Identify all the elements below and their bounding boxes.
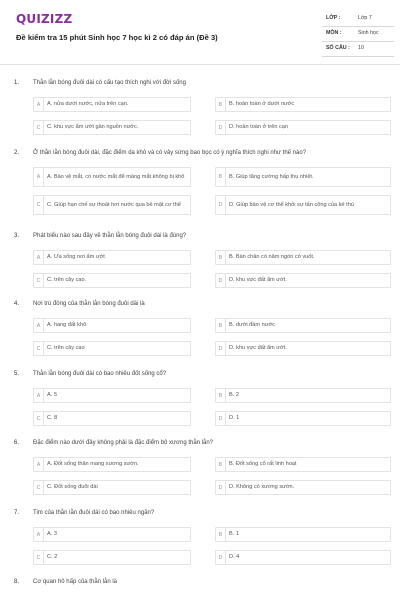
option-b[interactable] <box>215 457 391 472</box>
option-letter: A <box>34 250 44 265</box>
option-b[interactable] <box>215 97 391 112</box>
question-number: 5. <box>14 371 20 377</box>
option-a[interactable] <box>33 388 191 403</box>
option-letter: B <box>216 457 226 472</box>
option-d[interactable] <box>215 550 391 565</box>
question-number: 6. <box>14 440 20 446</box>
option-text: A. 5 <box>47 392 57 399</box>
question-text: Phát biểu nào sau đây về thằn lằn bóng đuôi dài là đúng? <box>33 233 187 239</box>
option-text: C. Đốt sống đuôi dài <box>47 484 98 491</box>
document-title: Đề kiểm tra 15 phút Sinh học 7 học kì 2 có đáp án (Đề 3) <box>16 33 218 42</box>
option-text: C. trên cây cao. <box>47 277 87 284</box>
option-text: D. khu vực đất ẩm ướt. <box>229 345 287 352</box>
option-d[interactable] <box>215 341 391 356</box>
meta-class <box>322 13 394 27</box>
option-letter: D <box>216 195 226 215</box>
option-letter: A <box>34 457 44 472</box>
option-letter: D <box>216 480 226 495</box>
option-text: D. 4 <box>229 554 240 561</box>
option-text: A. 3 <box>47 531 57 538</box>
option-letter: B <box>216 318 226 333</box>
quizizz-logo: QUIZIZZ <box>16 12 73 26</box>
option-text: D. Giúp bảo vệ cơ thể khỏi sự tấn công của kẻ thù <box>229 201 354 208</box>
option-text: A. Đốt sống thân mang xương sườn. <box>47 461 139 468</box>
option-d[interactable] <box>215 120 391 135</box>
meta-subject-value: Sinh học <box>358 30 379 36</box>
option-letter: B <box>216 250 226 265</box>
meta-subject-key: MÔN : <box>326 30 342 36</box>
option-b[interactable] <box>215 250 391 265</box>
option-text: D. hoàn toàn ở trên cạn <box>229 124 289 131</box>
question-number: 1. <box>14 80 20 86</box>
question-number: 2. <box>14 150 20 156</box>
question-number: 7. <box>14 510 20 516</box>
option-letter: D <box>216 341 226 356</box>
option-a[interactable] <box>33 250 191 265</box>
option-letter: B <box>216 167 226 187</box>
option-b[interactable] <box>215 527 391 542</box>
option-b[interactable] <box>215 318 391 333</box>
question-text: Tim của thằn lằn đuôi dài có bao nhiêu ngăn? <box>33 510 155 516</box>
option-d[interactable] <box>215 411 391 426</box>
option-text: D. 1 <box>229 415 240 422</box>
option-letter: C <box>34 195 44 215</box>
option-letter: D <box>216 120 226 135</box>
option-text: B. hoàn toàn ở dưới nước <box>229 101 295 108</box>
option-letter: A <box>34 97 44 112</box>
option-letter: A <box>34 167 44 187</box>
question-number: 3. <box>14 233 20 239</box>
option-a[interactable] <box>33 457 191 472</box>
option-a[interactable] <box>33 318 191 333</box>
option-text: B. 2 <box>229 392 239 399</box>
option-d[interactable] <box>215 195 391 215</box>
option-c[interactable] <box>33 550 191 565</box>
option-letter: D <box>216 411 226 426</box>
option-text: A. Bảo vệ mắt, có nước mắt để màng mắt không bị khô <box>47 173 185 180</box>
question-number: 8. <box>14 579 20 585</box>
question-text: Ở thằn lằn bóng đuôi dài, đặc điểm da khô và có vảy sừng bao bọc có ý nghĩa thích nghi như thế nào? <box>33 150 307 156</box>
option-letter: C <box>34 480 44 495</box>
question-text: Thằn lằn bóng đuôi dài có cấu tạo thích nghi với đời sống <box>33 80 186 86</box>
option-text: B. 1 <box>229 531 239 538</box>
option-letter: B <box>216 97 226 112</box>
option-text: C. trên cây cao <box>47 345 85 352</box>
option-c[interactable] <box>33 411 191 426</box>
question-text: Nơi trú đông của thằn lằn bóng đuôi dài là <box>33 301 145 307</box>
option-letter: B <box>216 388 226 403</box>
page-header <box>0 0 400 62</box>
option-b[interactable] <box>215 167 391 187</box>
option-c[interactable] <box>33 341 191 356</box>
meta-subject <box>322 28 394 42</box>
option-text: C. Giúp hạn chế sự thoát hơi nước qua bề mặt cơ thể <box>47 201 181 208</box>
option-b[interactable] <box>215 388 391 403</box>
option-letter: A <box>34 318 44 333</box>
meta-question-count <box>322 43 394 57</box>
option-letter: A <box>34 388 44 403</box>
question-text: Thằn lằn bóng đuôi dài có bao nhiêu đốt sống cổ? <box>33 371 167 377</box>
option-text: C. 2 <box>47 554 58 561</box>
option-letter: D <box>216 550 226 565</box>
option-text: A. hang đất khô <box>47 322 87 329</box>
meta-class-value: Lớp 7 <box>358 15 372 21</box>
option-letter: C <box>34 273 44 288</box>
option-c[interactable] <box>33 480 191 495</box>
option-letter: C <box>34 120 44 135</box>
question-text: Đặc điểm nào dưới đây không phải là đặc điểm bộ xương thằn lằn? <box>33 440 214 446</box>
option-c[interactable] <box>33 195 191 215</box>
option-c[interactable] <box>33 273 191 288</box>
header-divider <box>0 64 400 65</box>
option-letter: A <box>34 527 44 542</box>
option-text: D. khu vực đất ẩm ướt. <box>229 277 287 284</box>
meta-question-count-key: SỐ CÂU : <box>326 45 350 51</box>
option-text: B. dưới đầm nước <box>229 322 275 329</box>
option-text: B. Giúp tăng cường hấp thụ nhiệt. <box>229 173 314 180</box>
option-a[interactable] <box>33 527 191 542</box>
option-letter: C <box>34 411 44 426</box>
option-a[interactable] <box>33 97 191 112</box>
option-a[interactable] <box>33 167 191 187</box>
option-text: D. Không có xương sườn. <box>229 484 295 491</box>
option-text: B. Bàn chân có năm ngón có vuốt. <box>229 254 315 261</box>
option-letter: D <box>216 273 226 288</box>
meta-question-count-value: 10 <box>358 45 364 51</box>
option-letter: C <box>34 550 44 565</box>
option-text: C. 8 <box>47 415 58 422</box>
option-letter: B <box>216 527 226 542</box>
option-text: C. khu vực ẩm ướt gần nguồn nước. <box>47 124 139 131</box>
option-text: A. Ưa sống nơi ẩm ướt <box>47 254 105 261</box>
option-d[interactable] <box>215 273 391 288</box>
meta-class-key: LỚP : <box>326 15 341 21</box>
question-text: Cơ quan hô hấp của thằn lằn là <box>33 579 117 585</box>
option-d[interactable] <box>215 480 391 495</box>
option-text: A. nửa dưới nước, nửa trên cạn. <box>47 101 129 108</box>
option-letter: C <box>34 341 44 356</box>
option-c[interactable] <box>33 120 191 135</box>
option-text: B. Đốt sống cổ rất linh hoạt <box>229 461 297 468</box>
question-number: 4. <box>14 301 20 307</box>
